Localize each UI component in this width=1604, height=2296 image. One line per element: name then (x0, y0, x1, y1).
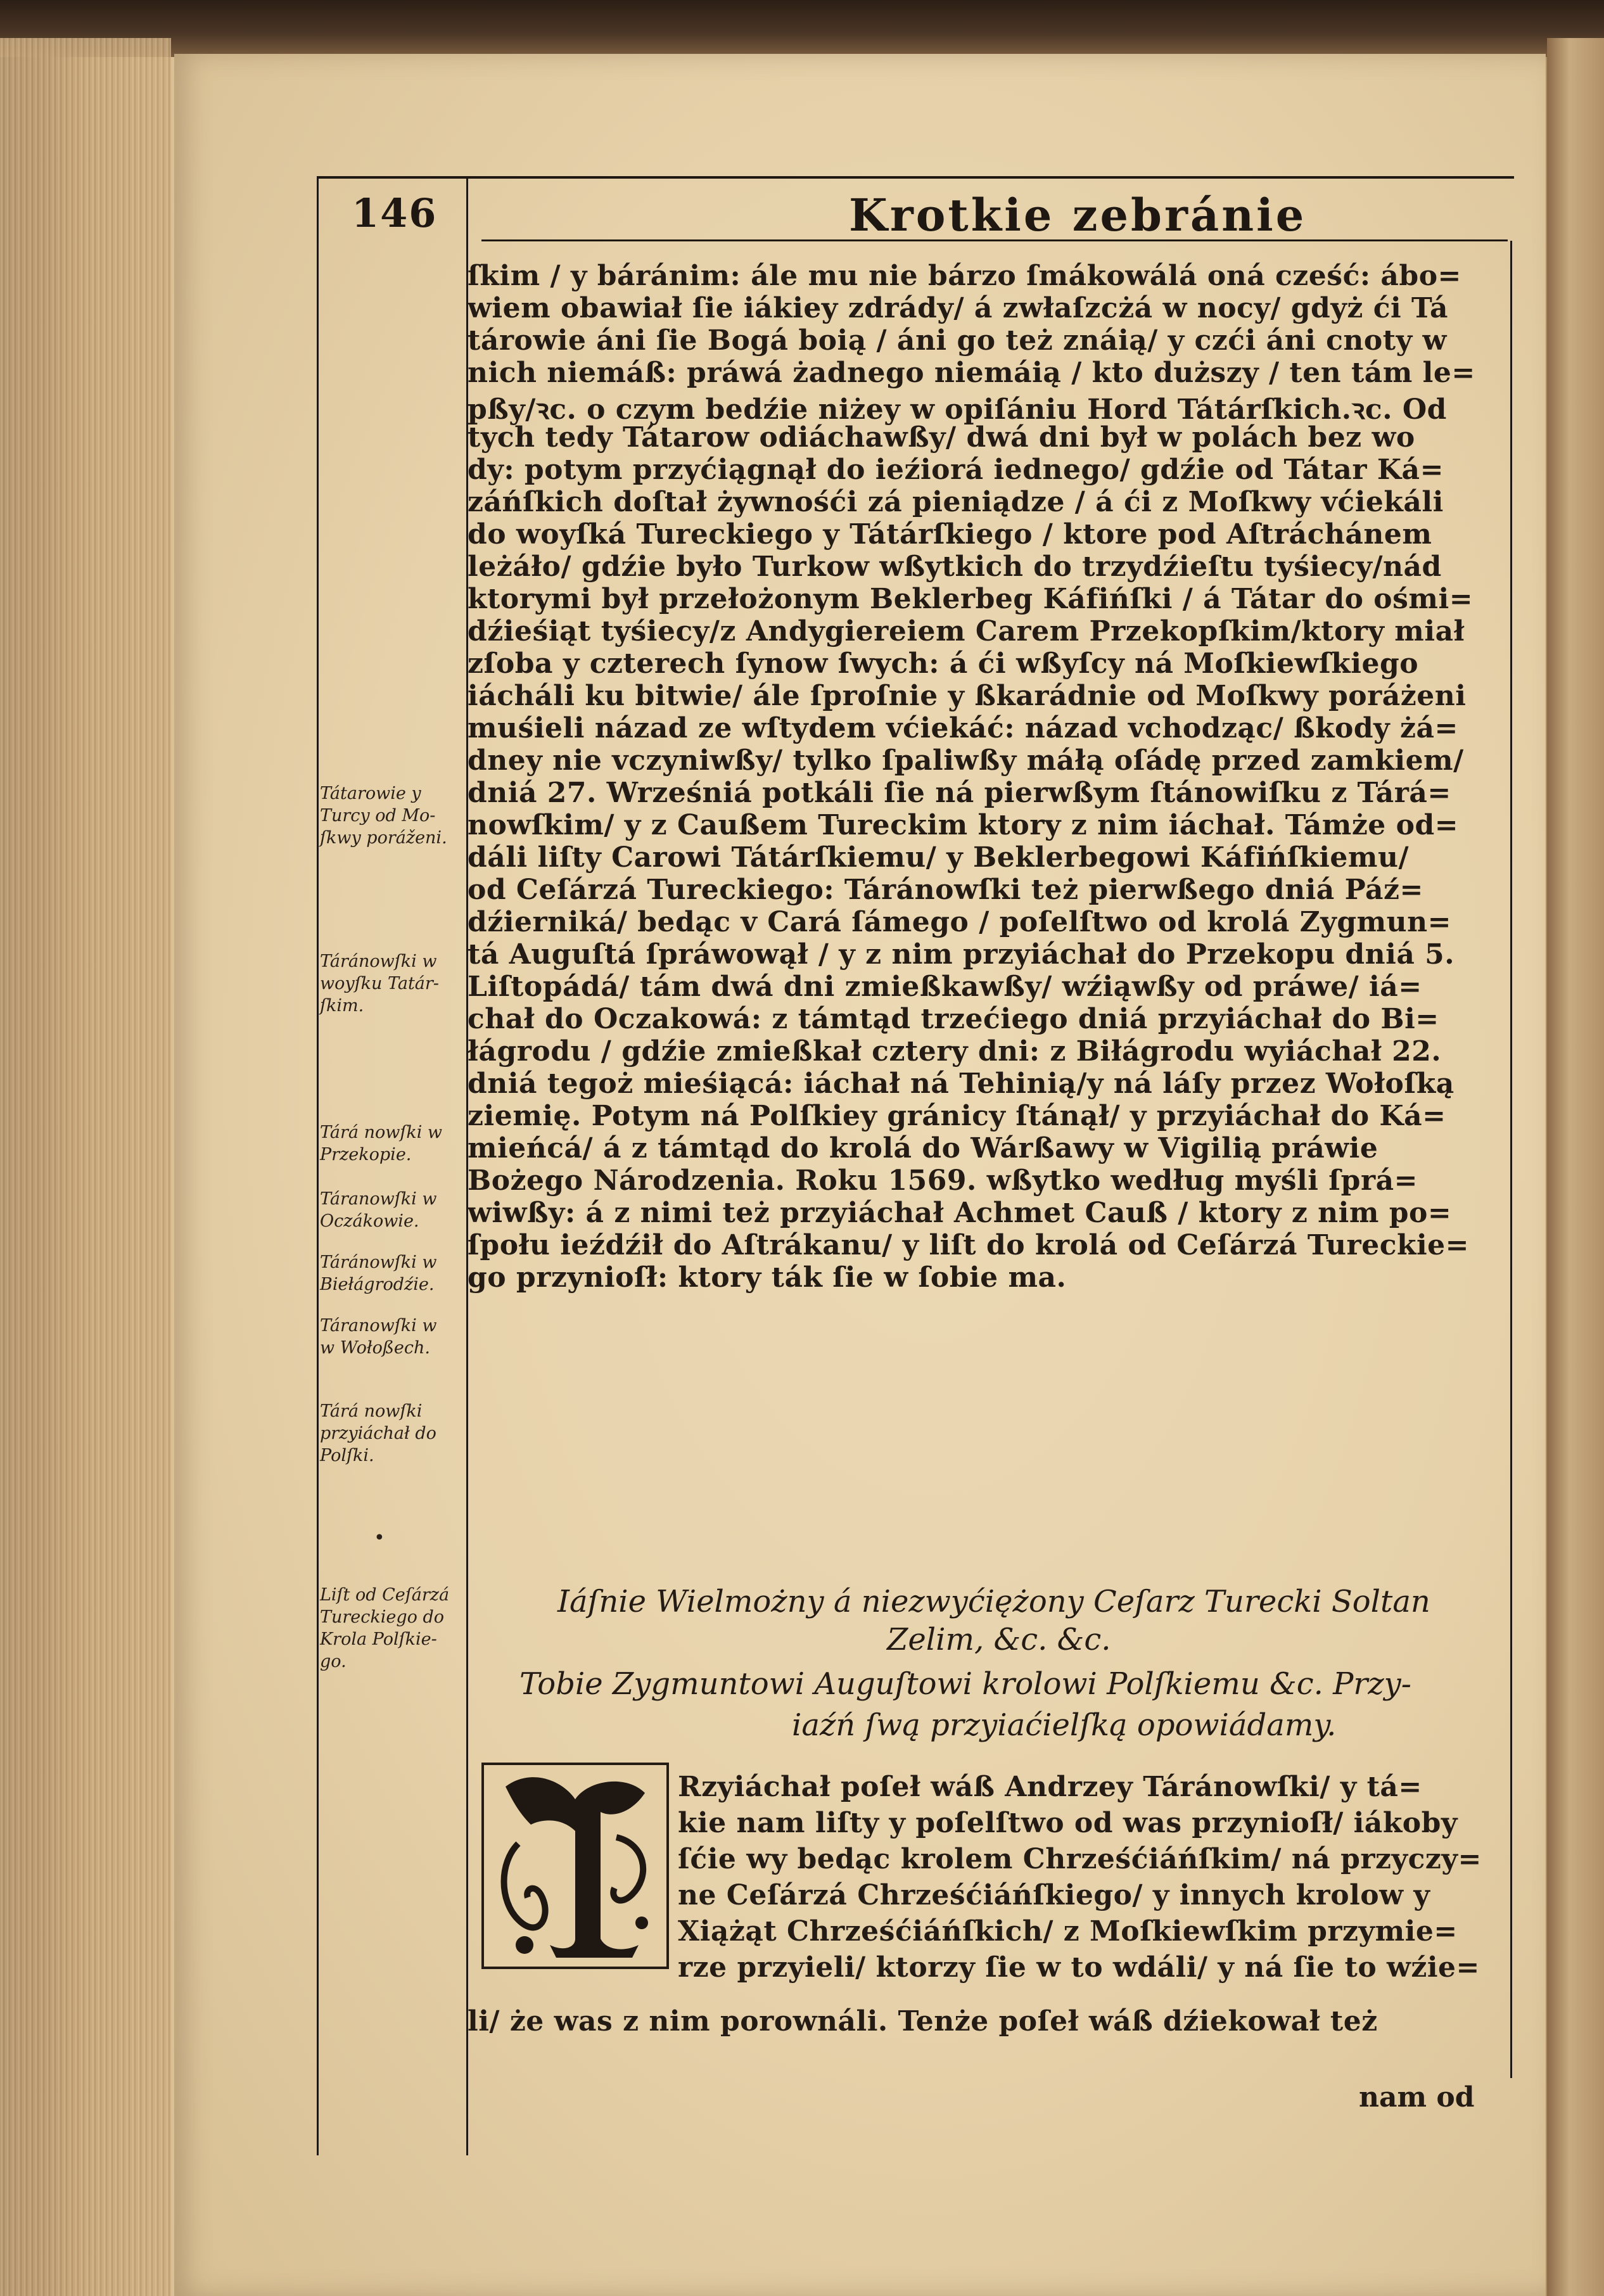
body-line: záńſkich doſtał żywnośći zá pieniądze / á ći z Moſkwy vćiekáli (468, 486, 1444, 518)
body-line: tá Auguſtá ſpráwowął / y z nim przyiáchał do Przekopu dniá 5. (468, 938, 1455, 971)
body-line: iácháli ku bitwie/ ále ſproſnie y ßkarádnie od Moſkwy poráżeni (468, 680, 1467, 712)
letter-heading-line: iaźń ſwą przyiaćielſką opowiádamy. (792, 1707, 1337, 1743)
body-line: pßy/ꝛc. o czym bedźie niżey w opiſániu Hord Tátárſkich.ꝛc. Od (468, 393, 1447, 426)
body-line: Liſtopádá/ tám dwá dni zmießkawßy/ wźiąwßy od práwe/ iá= (468, 971, 1422, 1003)
margin-note: Táránowſki w woyſku Tatár- ſkim. (320, 952, 439, 1016)
body-line: muśieli názad ze wſtydem vćiekáć: názad vchodząc/ ßkody żá= (468, 712, 1458, 744)
margin-note: Táranowſki w Oczákowie. (320, 1189, 437, 1231)
body-line: dney nie vczyniwßy/ tylko ſpaliwßy máłą oſádę przed zamkiem/ (468, 744, 1464, 777)
body-line: zſoba y czterech ſynow ſwych: á ći wßyſcy ná Moſkiewſkiego (468, 647, 1419, 680)
letter-heading-line: Iáſnie Wielmożny á niezwyćiężony Ceſarz Turecki Soltan (557, 1584, 1430, 1619)
page-edges-left (0, 38, 171, 2296)
body-line: dáli liſty Carowi Tátárſkiemu/ y Beklerbegowi Káfińſkiemu/ (468, 841, 1410, 874)
body-line: ſkim / y báránim: ále mu nie bárzo ſmákowálá oná cześć: ábo= (468, 260, 1461, 292)
letter-body-line: li/ że was z nim porownáli. Tenże poſeł wáß dźiekował też (468, 2005, 1378, 2038)
body-line: dniá 27. Wrześniá potkáli ſie ná pierwßym ſtánowiſku z Tárá= (468, 777, 1451, 809)
catchword: nam od (1359, 2081, 1475, 2114)
body-line: mieńcá/ á z támtąd do krolá do Wárßawy w Vigilią práwie (468, 1132, 1378, 1164)
letter-body-line: Xiążąt Chrześćiáńſkich/ z Moſkiewſkim przymie= (678, 1915, 1458, 1948)
letter-body-line: ſćie wy bedąc krolem Chrześćiáńſkim/ ná przyczy= (678, 1843, 1482, 1875)
body-line: ſpołu ieźdźił do Aſtrákanu/ y liſt do krolá od Ceſárzá Tureckie= (468, 1229, 1470, 1261)
letter-heading-line: Tobie Zygmuntowi Auguſtowi krolowi Polſkiemu &c. Przy- (519, 1666, 1411, 1702)
margin-note: Táránowſki w Biełágrodźie. (320, 1253, 437, 1294)
body-line: go przynioſł: ktory ták ſie w ſobie ma. (468, 1261, 1067, 1294)
body-line: Bożego Národzenia. Roku 1569. wßytko według myśli ſprá= (468, 1164, 1418, 1197)
left-frame-rule (317, 179, 319, 2155)
letter-body-line: Rzyiáchał poſeł wáß Andrzey Táránowſki/ y tá= (678, 1771, 1422, 1803)
body-line: do woyſká Tureckiego y Tátárſkiego / ktore pod Aſtráchánem (468, 518, 1432, 551)
body-line: dniá tegoż mieśiącá: iáchał ná Tehinią/y ná láſy przez Wołoſką (468, 1068, 1454, 1100)
right-frame-rule (1510, 241, 1512, 2078)
binding-edge (0, 0, 1604, 57)
drop-cap-ornament (480, 1761, 670, 1970)
margin-note: Táranowſki w w Wołoßech. (320, 1316, 437, 1358)
page-number: 146 (352, 190, 438, 236)
header-rule (317, 176, 1514, 179)
body-line: chał do Oczakowá: z támtąd trzećiego dniá przyiáchał do Bi= (468, 1003, 1439, 1035)
body-line: ziemię. Potym ná Polſkiey gránicy ſtánął/ y przyiáchał do Ká= (468, 1100, 1446, 1132)
body-line: od Ceſárzá Tureckiego: Táránowſki też pierwßego dniá Páź= (468, 874, 1423, 906)
margin-note: Liſt od Ceſárzá Tureckiego do Krola Polſkie- go. (320, 1585, 450, 1671)
body-line: dźierniká/ bedąc v Cará ſámego / poſelſtwo od krolá Zygmun= (468, 906, 1451, 938)
body-line: dźieśiąt tyśiecy/z Andygiereiem Carem Przekopſkim/ktory miał (468, 615, 1465, 647)
margin-note: Tátarowie y Turcy od Mo- ſkwy poráženi. (320, 784, 447, 848)
body-line: tárowie áni ſie Bogá boią / áni go też znáią/ y czći áni cnoty w (468, 324, 1447, 357)
letter-body-line: kie nam liſty y poſelſtwo od was przynioſł/ iákoby (678, 1807, 1458, 1839)
page-edges-right (1547, 38, 1604, 2296)
body-line: łágrodu / gdźie zmießkał cztery dni: z Biłágrodu wyiáchał 22. (468, 1035, 1442, 1068)
body-line: ktorymi był przełożonym Beklerbeg Káfińſki / á Tátar do ośmi= (468, 583, 1474, 615)
body-line: wiwßy: á z nimi też przyiáchał Achmet Cauß / ktory z nim po= (468, 1197, 1452, 1229)
body-line: nich niemáß: práwá żadnego niemáią / kto duższy / ten tám le= (468, 357, 1475, 389)
running-head: Krotkie zebránie (849, 189, 1307, 241)
letter-heading-line: Zelim, &c. &c. (887, 1622, 1111, 1657)
body-line: nowſkim/ y z Caußem Tureckim ktory z nim iáchał. Támże od= (468, 809, 1459, 841)
body-line: wiem obawiał ſie iákiey zdrády/ á zwłaſzcżá w nocy/ gdyż ći Tá (468, 292, 1449, 324)
bullet-ornament: • (374, 1527, 385, 1549)
letter-body-line: ne Ceſárzá Chrześćiáńſkiego/ y innych krolow y (678, 1879, 1430, 1911)
margin-note: Tárá nowſki przyiáchał do Polſki. (320, 1401, 436, 1465)
margin-note: Tárá nowſki w Przekopie. (320, 1123, 443, 1164)
body-line: tych tedy Tátarow odiáchawßy/ dwá dni był w polách bez wo (468, 421, 1415, 454)
body-line: leżáło/ gdźie było Turkow wßytkich do trzydźieſtu tyśiecy/nád (468, 551, 1442, 583)
letter-body-line: rze przyieli/ ktorzy ſie w to wdáli/ y ná ſie to wźie= (678, 1951, 1480, 1984)
body-line: dy: potym przyćiągnął do ieźiorá iednego/ gdźie od Tátar Ká= (468, 454, 1444, 486)
